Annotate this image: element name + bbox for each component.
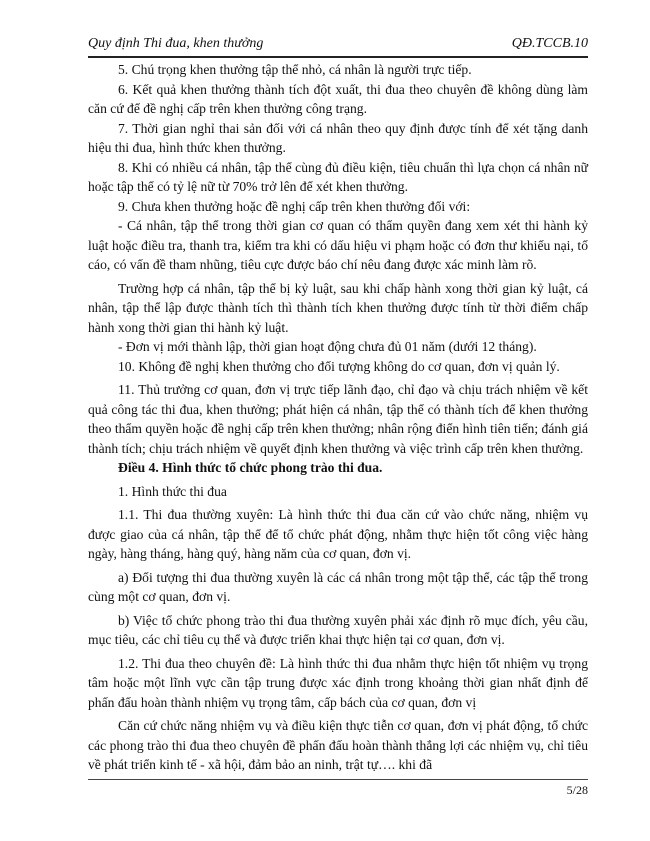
paragraph-1-1-b: b) Việc tổ chức phong trào thi đua thường xuyên phải xác định rõ mục đích, yêu cầu, mục tiêu, các chỉ tiêu cụ thể và được triển khai thực hiện tại cơ quan, đơn vị. [88, 612, 588, 647]
paragraph-item-9: 9. Chưa khen thưởng hoặc đề nghị cấp trên khen thưởng đối với: [118, 198, 471, 214]
paragraph-item-6: 6. Kết quả khen thưởng thành tích đột xuất, thi đua theo chuyên đề không dùng làm căn cứ để đề nghị cấp trên khen thưởng công trạng. [88, 81, 588, 116]
paragraph-item-8: 8. Khi có nhiều cá nhân, tập thể cùng đủ điều kiện, tiêu chuẩn thì lựa chọn cá nhân nữ hoặc tập thể có tỷ lệ nữ từ 70% trở lên để xét khen thưởng. [88, 159, 588, 194]
paragraph-item-10: 10. Không đề nghị khen thưởng cho đối tượng không do cơ quan, đơn vị quản lý. [118, 358, 560, 374]
page-number: 5/28 [566, 783, 588, 797]
paragraph-item-9-bullet-1: - Cá nhân, tập thể trong thời gian cơ quan có thẩm quyền đang xem xét thi hành kỷ luật hoặc điều tra, thanh tra, kiểm tra khi có dấu hiệu vi phạm hoặc có đơn thư khiếu nại, tố cáo, có vấn đề tham nhũng, tiêu cực được báo chí nêu đang được xác minh làm rõ. [88, 218, 588, 272]
paragraph-item-5: 5. Chú trọng khen thưởng tập thể nhỏ, cá nhân là người trực tiếp. [118, 62, 472, 77]
page-header [88, 36, 588, 56]
paragraph-item-11: 11. Thủ trưởng cơ quan, đơn vị trực tiếp lãnh đạo, chỉ đạo và chịu trách nhiệm về kết quả công tác thi đua, khen thưởng; phát hiện cá nhân, tập thể có thành tích để khen thưởng theo thẩm quyền hoặc đề nghị cấp trên khen thưởng; nhân rộng điển hình tiên tiến; đánh giá thành tích; chịu trách nhiệm về quyết định khen thưởng và việc trình cấp trên khen thưởng. [88, 382, 588, 456]
paragraph-item-7: 7. Thời gian nghỉ thai sản đối với cá nhân theo quy định được tính để xét tặng danh hiệu thi đua, hình thức khen thưởng. [88, 120, 588, 155]
paragraph-item-9-bullet-2: - Đơn vị mới thành lập, thời gian hoạt động chưa đủ 01 năm (dưới 12 tháng). [118, 339, 537, 354]
paragraph-1-2-basis: Căn cứ chức năng nhiệm vụ và điều kiện thực tiễn cơ quan, đơn vị phát động, tổ chức các phong trào thi đua theo chuyên đề phấn đấu hoàn thành thắng lợi các nhiệm vụ, chỉ tiêu về phát triển kinh tế - xã hội, đảm bảo an ninh, trật tự…. khi đã [88, 718, 588, 772]
paragraph-disciplined-case: Trường hợp cá nhân, tập thể bị kỷ luật, sau khi chấp hành xong thời gian kỷ luật, cá nhân, tập thể lập được thành tích thì thành tích khen thưởng được tính từ thời điểm chấp hành xong thời gian thi hành kỷ luật. [88, 280, 588, 335]
article-4-heading: Điều 4. Hình thức tổ chức phong trào thi đua. [118, 460, 383, 475]
header-title: Quy định Thi đua, khen thưởng [88, 36, 264, 51]
paragraph-1-1-a: a) Đối tượng thi đua thường xuyên là các cá nhân trong một tập thể, các tập thể trong cùng một cơ quan, đơn vị. [88, 569, 588, 604]
document-body [88, 60, 588, 775]
header-document-code: QĐ.TCCB.10 [511, 36, 588, 51]
footer-divider [88, 779, 588, 780]
section-1-heading: 1. Hình thức thi đua [118, 483, 227, 499]
paragraph-1-1: 1.1. Thi đua thường xuyên: Là hình thức thi đua căn cứ vào chức năng, nhiệm vụ được giao của cá nhân, tập thể để tổ chức phát động, nhằm thực hiện tốt công việc hàng ngày, hàng tháng, hàng quý, hàng năm của cơ quan, đơn vị. [88, 507, 588, 561]
paragraph-1-2: 1.2. Thi đua theo chuyên đề: Là hình thức thi đua nhằm thực hiện tốt nhiệm vụ trọng tâm hoặc một lĩnh vực cần tập trung được xác định trong khoảng thời gian nhất định để phấn đấu hoàn thành nhiệm vụ trọng tâm, cấp bách của cơ quan, đơn vị [88, 655, 588, 710]
header-divider [88, 56, 588, 58]
